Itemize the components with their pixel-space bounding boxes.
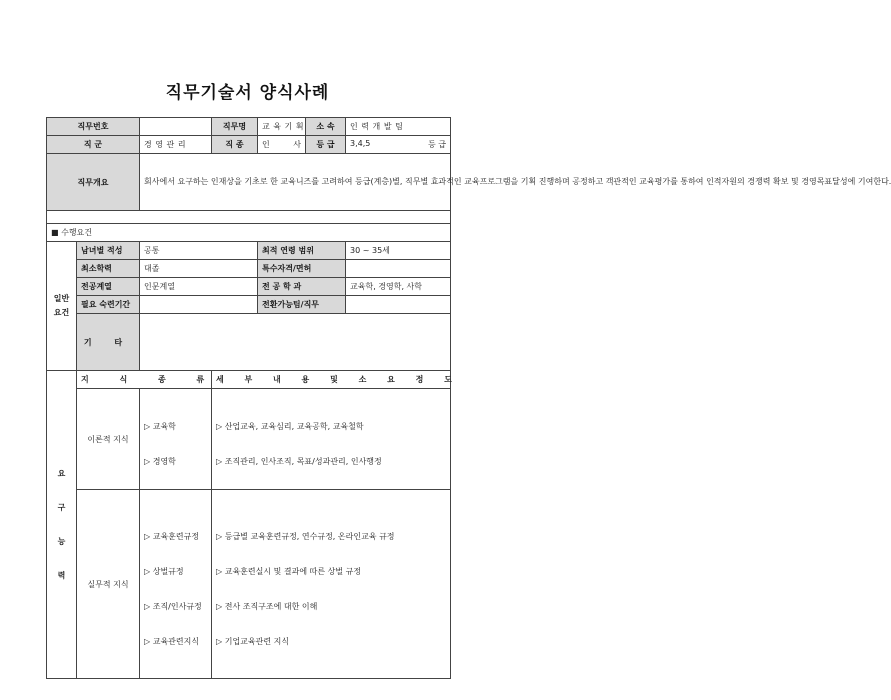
exp-value[interactable] bbox=[140, 296, 258, 314]
theory-kinds bbox=[140, 389, 212, 490]
practice-details bbox=[212, 490, 451, 679]
row-practice bbox=[47, 490, 451, 679]
theory-kind-2: ▷ 경영학 bbox=[144, 457, 176, 466]
gender-label: 남녀별 적성 bbox=[77, 242, 140, 260]
row-major bbox=[47, 278, 451, 296]
type-value-b: 사 bbox=[293, 140, 302, 149]
job-name-value[interactable]: 교 육 기 획 bbox=[258, 118, 306, 136]
field-label: 전 공 학 과 bbox=[258, 278, 346, 296]
row-education bbox=[47, 260, 451, 278]
edu-label: 최소학력 bbox=[77, 260, 140, 278]
type-label: 직 종 bbox=[212, 136, 258, 154]
row-skills-header bbox=[47, 371, 451, 389]
skills-side-label bbox=[47, 371, 77, 679]
group-value[interactable]: 경 영 관 리 bbox=[140, 136, 212, 154]
theory-detail-2[interactable]: ▷ 조직관리, 인사조직, 목표/성과관리, 인사행정 bbox=[216, 457, 382, 466]
row-job-number bbox=[47, 118, 451, 136]
practice-detail-1[interactable]: ▷ 등급별 교육훈련규정, 연수규정, 온라인교육 규정 bbox=[216, 532, 395, 541]
grade-value-b: 등 급 bbox=[428, 140, 447, 149]
practice-kind-1: ▷ 교육훈련규정 bbox=[144, 532, 200, 541]
spacer-cell bbox=[47, 211, 451, 224]
side-char-2: 구 bbox=[57, 502, 66, 512]
age-label: 최적 연령 범위 bbox=[258, 242, 346, 260]
practice-kinds bbox=[140, 490, 212, 679]
page-title: 직무기술서 양식사례 bbox=[165, 83, 330, 103]
dept-label: 소 속 bbox=[306, 118, 346, 136]
side-char-1: 요 bbox=[57, 468, 66, 478]
group-label: 직 군 bbox=[47, 136, 140, 154]
row-gender bbox=[47, 242, 451, 260]
job-name-label: 직무명 bbox=[212, 118, 258, 136]
row-spacer bbox=[47, 211, 451, 224]
section-label bbox=[47, 224, 451, 242]
theory-details bbox=[212, 389, 451, 490]
practice-kind-4: ▷ 교육관련지식 bbox=[144, 637, 200, 646]
job-no-value[interactable] bbox=[140, 118, 212, 136]
age-value[interactable]: 30 ~ 35세 bbox=[346, 242, 451, 260]
theory-detail-1[interactable]: ▷ 산업교육, 교육심리, 교육공학, 교육철학 bbox=[216, 422, 364, 431]
row-job-group bbox=[47, 136, 451, 154]
general-label-b: 요건 bbox=[53, 308, 70, 317]
row-overview bbox=[47, 154, 451, 211]
overview-label: 직무개요 bbox=[47, 154, 140, 211]
exp-label: 필요 숙련기간 bbox=[77, 296, 140, 314]
row-section bbox=[47, 224, 451, 242]
col-kind-header: 지 식 종 류 bbox=[77, 371, 212, 389]
job-description-form bbox=[46, 117, 891, 679]
theory-label: 이론적 지식 bbox=[77, 389, 140, 490]
practice-label: 실무적 지식 bbox=[77, 490, 140, 679]
practice-detail-4[interactable]: ▷ 기업교육관련 지식 bbox=[216, 637, 290, 646]
practice-kind-2: ▷ 상벌규정 bbox=[144, 567, 184, 576]
overview-text[interactable]: 회사에서 요구하는 인재상을 기초로 한 교육니즈를 고려하여 등급(계층)별, 직무별 효과적인 교육프로그램을 기획 진행하며 공정하고 객관적인 교육평가를 통하여 인적자원의 경쟁력 확보 및 경영목표달성에 기여한다. bbox=[140, 154, 451, 211]
grade-value-a: 3,4,5 bbox=[350, 139, 371, 148]
side-char-3: 능 bbox=[57, 536, 66, 546]
type-value-a: 인 bbox=[262, 140, 270, 149]
transfer-label: 전환가능팀/직무 bbox=[258, 296, 346, 314]
major-value[interactable]: 인문계열 bbox=[140, 278, 258, 296]
dept-value[interactable]: 인 력 개 발 팀 bbox=[346, 118, 451, 136]
row-theory bbox=[47, 389, 451, 490]
major-label: 전공계열 bbox=[77, 278, 140, 296]
license-label: 특수자격/면허 bbox=[258, 260, 346, 278]
row-experience bbox=[47, 296, 451, 314]
transfer-value[interactable] bbox=[346, 296, 451, 314]
side-char-4: 력 bbox=[57, 570, 66, 580]
practice-kind-3: ▷ 조직/인사규정 bbox=[144, 602, 202, 611]
row-etc bbox=[47, 314, 451, 371]
job-no-label: 직무번호 bbox=[47, 118, 140, 136]
etc-value[interactable] bbox=[140, 314, 451, 371]
practice-detail-3[interactable]: ▷ 전사 조직구조에 대한 이해 bbox=[216, 602, 318, 611]
theory-kind-1: ▷ 교육학 bbox=[144, 422, 176, 431]
grade-value[interactable] bbox=[346, 136, 451, 154]
practice-detail-2[interactable]: ▷ 교육훈련실시 및 결과에 따른 상벌 규정 bbox=[216, 567, 362, 576]
grade-label: 등 급 bbox=[306, 136, 346, 154]
etc-label: 기 타 bbox=[77, 314, 140, 371]
edu-value[interactable]: 대졸 bbox=[140, 260, 258, 278]
type-value[interactable] bbox=[258, 136, 306, 154]
gender-value[interactable]: 공통 bbox=[140, 242, 258, 260]
col-detail-header: 세 부 내 용 및 소 요 정 도 bbox=[212, 371, 451, 389]
license-value[interactable] bbox=[346, 260, 451, 278]
general-label-a: 일반 bbox=[53, 294, 70, 303]
general-side-label bbox=[47, 242, 77, 371]
section-label-text: ■ 수행요건 bbox=[51, 228, 93, 237]
field-value[interactable]: 교육학, 경영학, 사학 bbox=[346, 278, 451, 296]
